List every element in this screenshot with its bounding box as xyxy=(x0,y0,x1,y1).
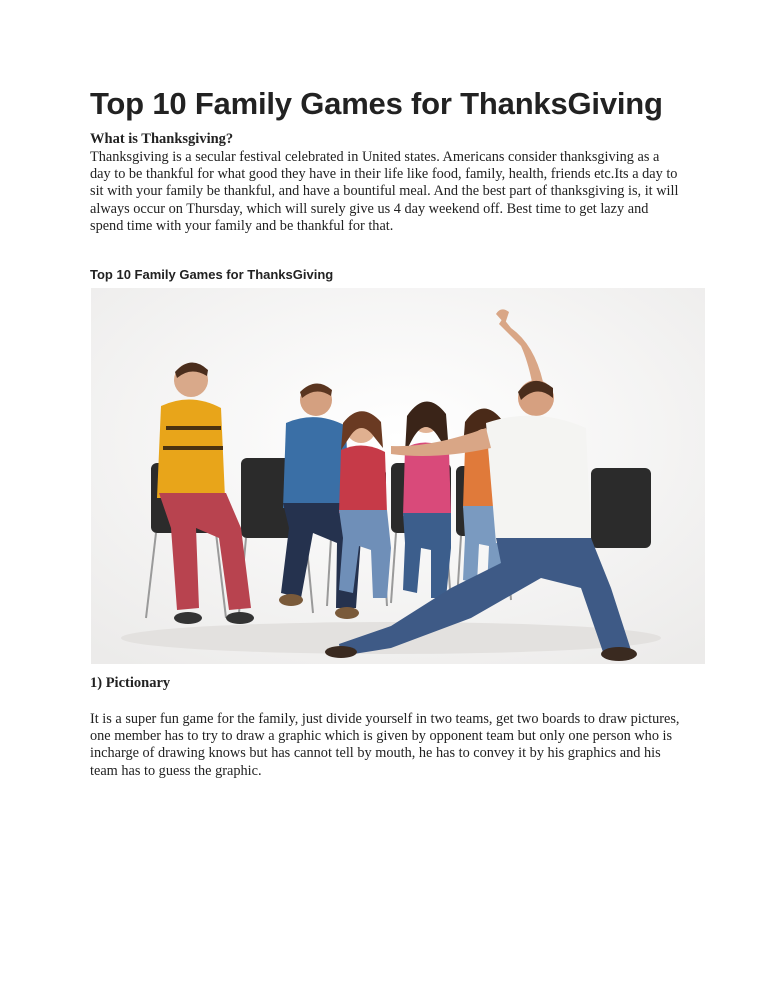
section-heading: Top 10 Family Games for ThanksGiving xyxy=(90,267,334,282)
item-paragraph: It is a super fun game for the family, just divide yourself in two teams, get two boards to draw pictures, one member has to try to draw a graphic which is given by opponent team but only one person who is incharge of drawing knows but has cannot tell by mouth, he has to convey it by his graphics and his team has to guess the graphic. xyxy=(90,711,680,779)
group-charades-photo xyxy=(91,288,705,664)
item-heading: 1) Pictionary xyxy=(90,675,171,691)
page-title: Top 10 Family Games for ThanksGiving xyxy=(90,86,663,121)
question-heading: What is Thanksgiving? xyxy=(90,131,234,147)
intro-paragraph: Thanksgiving is a secular festival celebrated in United states. Americans consider thanksgiving as a day to be thankful for what good they have in their life like food, family, health, friends etc.Its a day to sit with your family be thankful, and have a bountiful meal. And the best part of thanksgiving is, it will always occur on Thursday, which will surely give us 4 day weekend off. Best time to get lazy and spend time with your family and be thankful for that. xyxy=(90,149,679,234)
